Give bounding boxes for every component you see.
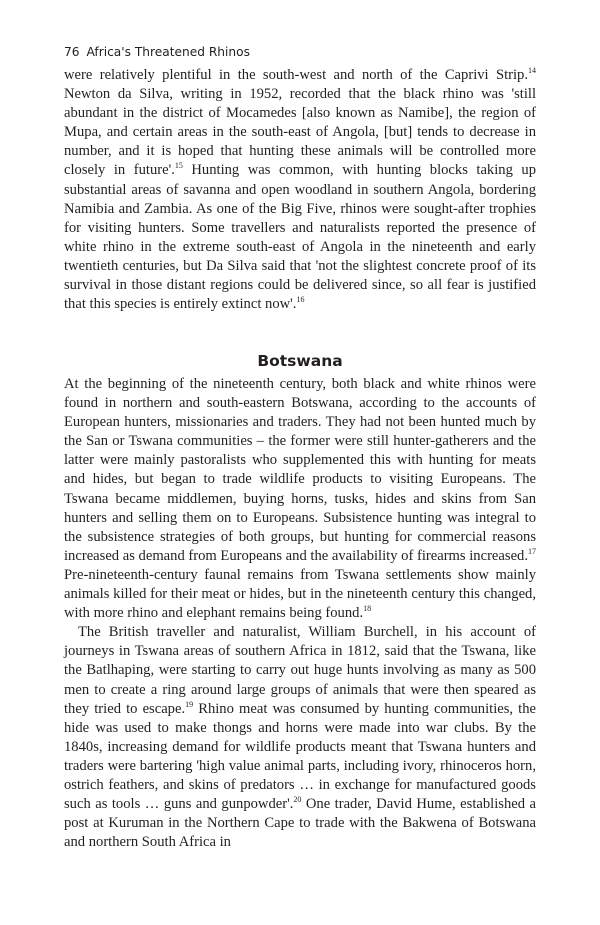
footnote-ref: 16 xyxy=(296,295,305,305)
paragraph xyxy=(64,375,536,623)
intro-text-block xyxy=(64,66,536,314)
running-title: Africa's Threatened Rhinos xyxy=(86,45,250,59)
paragraph xyxy=(64,66,536,314)
section-heading: Botswana xyxy=(257,352,343,370)
text-run: Hunting was common, with hunting blocks taking up substantial areas of savanna and open woodland in southern Angola, bordering Namibia and Zambia. As one of the Big Five, rhinos were sought-after trophies for visiting hunters. Some travellers and naturalists reported the presence of white rhino in the extreme south-east of Angola in the nineteenth and early twentieth centuries, but Da Silva said that 'not the slightest concrete proof of its survival in those distant regions could be delivered since, so all fear is justified that this species is entirely extinct now'. xyxy=(64,162,536,313)
text-run: were relatively plentiful in the south-west and north of the Caprivi Strip. xyxy=(64,67,528,83)
footnote-ref: 19 xyxy=(185,699,194,709)
text-run: At the beginning of the nineteenth century, both black and white rhinos were found in northern and south-eastern Botswana, according to the accounts of European hunters, missionaries and traders. They had not been hunted much by the San or Tswana communities – the former were still hunter-gatherers and the latter were mainly pastoralists who supplemented this with hunting for meats and hides, but began to trade wildlife products to visiting Europeans. The Tswana became middlemen, buying horns, tusks, hides and skins from San hunters and selling them on to Europeans. Subsistence hunting was integral to the subsistence strategies of both groups, but hunting for commercial reasons increased as demand from Europeans and the availability of firearms increased. xyxy=(64,376,536,564)
text-run: One trader, David Hume, established a post at Kuruman in the Northern Cape to trade with the Bakwena of Botswana and northern South Africa in xyxy=(64,796,536,851)
paragraph xyxy=(64,623,536,852)
footnote-ref: 18 xyxy=(363,604,372,614)
text-run: Pre-nineteenth-century faunal remains from Tswana settlements show mainly animals killed for their meat or hides, but in the nineteenth century this changed, with more rhino and elephant remains being found. xyxy=(64,566,536,622)
page-number: 76 xyxy=(64,45,80,59)
running-header xyxy=(64,45,250,59)
footnote-ref: 17 xyxy=(528,546,536,556)
section-text-block xyxy=(64,375,536,852)
text-run: Rhino meat was consumed by hunting communities, the hide was used to make thongs and horns were made into war clubs. By the 1840s, increasing demand for wildlife products meant that Tswana hunters and traders were bartering 'high value animal parts, including ivory, rhinoceros horn, ostrich feathers, and skins of predators … in exchange for manufactured goods such as tools … guns and gunpowder'. xyxy=(64,700,537,813)
footnote-ref: 20 xyxy=(293,795,302,805)
text-run: The British traveller and naturalist, William Burchell, in his account of journeys in Tswana areas of southern Africa in 1812, said that the Tswana, like the Batlhaping, were starting to carry out huge hunts involving as many as 500 men to create a ring around large groups of animals that were then speared as they tried to escape. xyxy=(64,624,536,717)
footnote-ref: 14 xyxy=(528,66,536,76)
footnote-ref: 15 xyxy=(174,161,183,171)
text-run: Newton da Silva, writing in 1952, recorded that the black rhino was 'still abundant in the district of Mocamedes [also known as Namibe], the region of Mupa, and certain areas in the south-east of Angola, [but] tends to decrease in number, and it is hoped that hunting these animals will be controlled more closely in future'. xyxy=(64,86,536,179)
